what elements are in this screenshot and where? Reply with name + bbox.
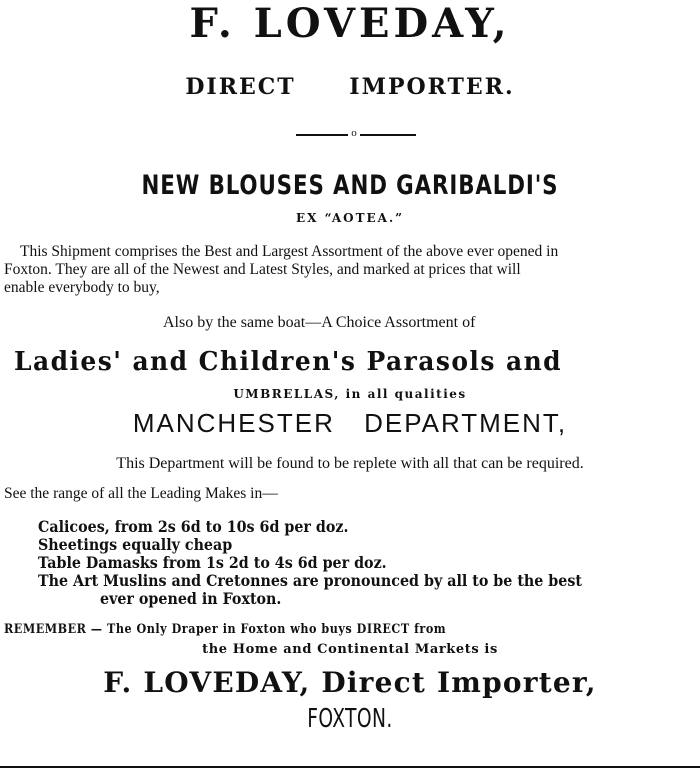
divider-rule-right [360,134,416,136]
town-name: FOXTON. [307,704,393,734]
parasols-heading: Ladies' and Children's Parasols and [14,347,563,377]
also-line: Also by the same boat—A Choice Assortment of [163,314,476,331]
remember-line-2: the Home and Continental Markets is [202,642,498,657]
advert-subtitle: DIRECT IMPORTER. [185,74,515,100]
department-line: This Department will be found to be replete with all that can be required. [116,455,584,472]
body-line-3: enable everybody to buy, [4,279,160,296]
list-item: Sheetings equally cheap [38,535,233,554]
list-item-continuation: ever opened in Foxton. [100,589,282,608]
list-item: Table Damasks from 1s 2d to 4s 6d per doz. [38,553,387,572]
umbrellas-line: UMBRELLAS, in all qualities [233,387,467,401]
manchester-heading: MANCHESTER DEPARTMENT, [132,408,568,438]
divider-rule-left [296,134,348,136]
advert-title: F. LOVEDAY, [189,0,511,47]
ship-line: EX “AOTEA.” [295,211,405,225]
headline: NEW BLOUSES AND GARIBALDI'S [141,170,559,201]
makes-intro: See the range of all the Leading Makes in— [4,485,278,502]
divider-mark: o [351,127,357,139]
body-line-1: This Shipment comprises the Best and Largest Assortment of the above ever opened in [20,243,559,260]
list-item: Calicoes, from 2s 6d to 10s 6d per doz. [38,517,349,536]
remember-line-1: REMEMBER — The Only Draper in Foxton who buys DIRECT from [4,622,447,637]
bottom-rule [0,766,700,768]
signature-line: F. LOVEDAY, Direct Importer, [103,666,597,699]
body-line-2: Foxton. They are all of the Newest and Latest Styles, and marked at prices that will [4,261,521,278]
ornamental-divider [296,126,416,140]
list-item: The Art Muslins and Cretonnes are pronounced by all to be the best [38,571,582,590]
